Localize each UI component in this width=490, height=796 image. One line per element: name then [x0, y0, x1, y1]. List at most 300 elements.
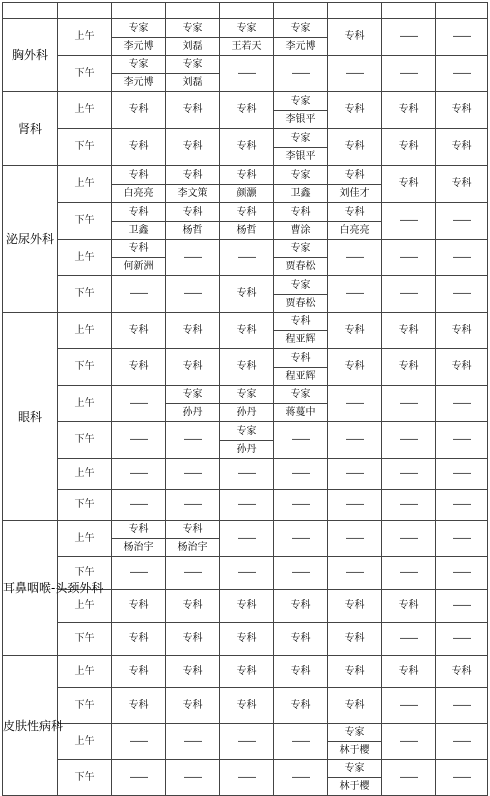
header-cell	[220, 3, 274, 19]
clinic-type: 专科	[182, 361, 203, 372]
table-row	[3, 166, 488, 203]
doctor-name: 孙丹	[236, 443, 257, 455]
clinic-type: 专科	[398, 104, 419, 115]
schedule-cell	[220, 129, 274, 166]
period-label: 上午	[58, 386, 112, 422]
doctor-name: 卫鑫	[290, 187, 311, 199]
clinic-type: 专科	[290, 665, 311, 677]
schedule-cell	[382, 240, 436, 276]
schedule-cell	[436, 521, 488, 557]
schedule-cell	[220, 590, 274, 623]
clinic-type: 专科	[112, 240, 165, 258]
period-label: 下午	[58, 688, 112, 724]
schedule-cell	[166, 557, 220, 590]
schedule-cell	[328, 422, 382, 459]
table-row	[3, 19, 488, 56]
schedule-cell	[220, 521, 274, 557]
table-row	[3, 92, 488, 129]
clinic-type: 专家	[274, 240, 327, 258]
schedule-cell	[382, 490, 436, 521]
schedule-cell	[220, 313, 274, 349]
table-row	[3, 490, 488, 521]
clinic-type: 专科	[112, 204, 165, 222]
clinic-type: 专科	[236, 141, 257, 152]
no-clinic-dash: ——	[452, 567, 471, 578]
clinic-type: 专科	[112, 521, 165, 539]
no-clinic-dash: ——	[399, 468, 418, 479]
clinic-type: 专科	[112, 167, 165, 185]
schedule-cell	[166, 166, 220, 203]
schedule-cell	[166, 92, 220, 129]
schedule-cell	[166, 313, 220, 349]
schedule-cell	[166, 422, 220, 459]
schedule-cell	[274, 129, 328, 166]
schedule-cell	[220, 459, 274, 490]
table-row	[3, 623, 488, 656]
schedule-cell	[382, 92, 436, 129]
clinic-type: 专科	[128, 104, 149, 115]
clinic-type: 专科	[451, 324, 472, 336]
period-label: 上午	[58, 656, 112, 688]
schedule-cell	[328, 313, 382, 349]
no-clinic-dash: ——	[345, 468, 364, 479]
schedule-cell	[220, 166, 274, 203]
no-clinic-dash: ——	[345, 499, 364, 510]
no-clinic-dash: ——	[345, 67, 364, 79]
no-clinic-dash: ——	[237, 567, 256, 578]
period-label: 下午	[58, 490, 112, 521]
schedule-cell	[382, 313, 436, 349]
clinic-type: 专科	[344, 633, 365, 644]
doctor-name: 曹涂	[290, 224, 311, 236]
clinic-type: 专科	[166, 204, 219, 222]
table-row	[3, 276, 488, 313]
schedule-cell	[112, 688, 166, 724]
no-clinic-dash: ——	[452, 31, 471, 42]
clinic-type: 专科	[344, 600, 365, 611]
schedule-cell	[166, 656, 220, 688]
no-clinic-dash: ——	[399, 251, 418, 263]
table-row	[3, 129, 488, 166]
doctor-name: 杨治宇	[123, 542, 154, 553]
schedule-cell	[274, 724, 328, 760]
schedule-cell	[328, 349, 382, 386]
no-clinic-dash: ——	[291, 434, 310, 445]
clinic-type: 专科	[128, 633, 149, 644]
table-row	[3, 240, 488, 276]
doctor-name: 刘磊	[182, 40, 203, 52]
no-clinic-dash: ——	[183, 468, 202, 479]
no-clinic-dash: ——	[452, 699, 471, 711]
schedule-cell	[166, 386, 220, 422]
schedule-cell	[166, 490, 220, 521]
schedule-cell	[112, 313, 166, 349]
clinic-type: 专科	[290, 699, 311, 711]
doctor-name: 贾春松	[285, 297, 316, 309]
schedule-cell	[274, 92, 328, 129]
schedule-cell	[436, 349, 488, 386]
no-clinic-dash: ——	[129, 397, 148, 409]
schedule-cell	[166, 688, 220, 724]
schedule-cell	[274, 166, 328, 203]
no-clinic-dash: ——	[129, 288, 148, 299]
schedule-cell	[220, 92, 274, 129]
period-label: 下午	[58, 349, 112, 386]
schedule-cell	[436, 623, 488, 656]
schedule-cell	[220, 656, 274, 688]
department-name: 眼科	[3, 313, 58, 521]
schedule-cell	[274, 276, 328, 313]
schedule-cell	[328, 656, 382, 688]
no-clinic-dash: ——	[399, 567, 418, 578]
clinic-type: 专科	[128, 361, 149, 372]
period-label: 下午	[58, 422, 112, 459]
clinic-type: 专科	[344, 141, 365, 152]
clinic-type: 专科	[182, 665, 203, 677]
clinic-schedule-table	[2, 2, 488, 796]
clinic-type: 专科	[274, 313, 327, 331]
schedule-cell	[436, 386, 488, 422]
schedule-cell	[436, 760, 488, 796]
clinic-type: 专科	[236, 600, 257, 611]
schedule-cell	[328, 203, 382, 240]
clinic-type: 专科	[182, 600, 203, 611]
schedule-cell	[112, 92, 166, 129]
clinic-type: 专科	[451, 178, 472, 189]
schedule-cell	[274, 313, 328, 349]
no-clinic-dash: ——	[237, 468, 256, 479]
no-clinic-dash: ——	[291, 468, 310, 479]
schedule-cell	[382, 521, 436, 557]
no-clinic-dash: ——	[183, 499, 202, 510]
schedule-cell	[328, 19, 382, 56]
period-label: 下午	[58, 557, 112, 590]
clinic-type: 专科	[344, 361, 365, 372]
schedule-cell	[274, 760, 328, 796]
no-clinic-dash: ——	[399, 397, 418, 409]
clinic-type: 专科	[128, 600, 149, 611]
table-row	[3, 521, 488, 557]
doctor-name: 李文策	[177, 187, 208, 199]
no-clinic-dash: ——	[129, 499, 148, 510]
doctor-name: 何新洲	[123, 261, 154, 272]
clinic-type: 专科	[328, 204, 381, 222]
clinic-type: 专家	[220, 423, 273, 441]
schedule-cell	[274, 19, 328, 56]
doctor-name: 李银平	[285, 150, 316, 162]
schedule-cell	[112, 276, 166, 313]
no-clinic-dash: ——	[399, 434, 418, 445]
schedule-cell	[166, 623, 220, 656]
doctor-name: 刘磊	[182, 77, 203, 88]
schedule-cell	[328, 688, 382, 724]
clinic-type: 专科	[451, 141, 472, 152]
schedule-cell	[274, 490, 328, 521]
schedule-cell	[112, 166, 166, 203]
no-clinic-dash: ——	[399, 771, 418, 783]
clinic-type: 专家	[166, 20, 219, 38]
schedule-cell	[436, 276, 488, 313]
schedule-cell	[328, 92, 382, 129]
table-row	[3, 656, 488, 688]
schedule-cell	[382, 56, 436, 92]
schedule-cell	[112, 521, 166, 557]
clinic-type: 专科	[290, 600, 311, 611]
doctor-name: 程亚辉	[285, 370, 316, 382]
no-clinic-dash: ——	[237, 499, 256, 510]
no-clinic-dash: ——	[399, 215, 418, 226]
schedule-cell	[328, 760, 382, 796]
schedule-cell	[382, 724, 436, 760]
no-clinic-dash: ——	[183, 251, 202, 263]
schedule-cell	[274, 623, 328, 656]
no-clinic-dash: ——	[452, 771, 471, 783]
doctor-name: 孙丹	[236, 407, 257, 418]
header-row	[3, 3, 488, 19]
schedule-cell	[274, 203, 328, 240]
clinic-type: 专家	[220, 386, 273, 404]
no-clinic-dash: ——	[237, 67, 256, 79]
clinic-type: 专科	[236, 104, 257, 115]
schedule-cell	[112, 490, 166, 521]
clinic-type: 专科	[290, 633, 311, 644]
schedule-cell	[436, 313, 488, 349]
schedule-cell	[112, 557, 166, 590]
no-clinic-dash: ——	[452, 288, 471, 299]
department-name: 耳鼻咽喉-头颈外科	[3, 521, 58, 656]
no-clinic-dash: ——	[183, 434, 202, 445]
schedule-cell	[166, 203, 220, 240]
schedule-cell	[328, 56, 382, 92]
schedule-cell	[112, 129, 166, 166]
doctor-name: 孙丹	[182, 407, 203, 418]
clinic-type: 专科	[398, 361, 419, 372]
no-clinic-dash: ——	[291, 499, 310, 510]
doctor-name: 杨哲	[236, 224, 257, 236]
period-label: 上午	[58, 240, 112, 276]
clinic-type: 专家	[274, 130, 327, 148]
no-clinic-dash: ——	[452, 215, 471, 226]
schedule-cell	[220, 760, 274, 796]
clinic-type: 专科	[182, 633, 203, 644]
schedule-cell	[274, 349, 328, 386]
schedule-cell	[382, 276, 436, 313]
schedule-cell	[382, 349, 436, 386]
schedule-cell	[436, 240, 488, 276]
period-label: 上午	[58, 166, 112, 203]
schedule-cell	[274, 386, 328, 422]
schedule-cell	[220, 56, 274, 92]
clinic-type: 专科	[344, 324, 365, 336]
header-cell	[58, 3, 112, 19]
schedule-cell	[220, 276, 274, 313]
doctor-name: 李元博	[123, 40, 154, 52]
schedule-cell	[382, 688, 436, 724]
period-label: 下午	[58, 276, 112, 313]
clinic-type: 专科	[236, 633, 257, 644]
schedule-cell	[382, 422, 436, 459]
header-cell	[166, 3, 220, 19]
schedule-cell	[274, 521, 328, 557]
no-clinic-dash: ——	[291, 67, 310, 79]
schedule-cell	[436, 590, 488, 623]
schedule-cell	[382, 166, 436, 203]
no-clinic-dash: ——	[452, 397, 471, 409]
doctor-name: 白亮亮	[339, 224, 370, 236]
schedule-cell	[112, 623, 166, 656]
table-row	[3, 724, 488, 760]
clinic-type: 专科	[182, 104, 203, 115]
schedule-cell	[382, 557, 436, 590]
table-row	[3, 688, 488, 724]
no-clinic-dash: ——	[237, 532, 256, 544]
period-label: 上午	[58, 521, 112, 557]
no-clinic-dash: ——	[345, 434, 364, 445]
schedule-cell	[436, 129, 488, 166]
schedule-cell	[382, 760, 436, 796]
clinic-type: 专科	[451, 361, 472, 372]
no-clinic-dash: ——	[129, 567, 148, 578]
schedule-cell	[274, 656, 328, 688]
doctor-name: 林于樱	[339, 745, 370, 756]
department-name: 泌尿外科	[3, 166, 58, 313]
clinic-type: 专科	[344, 31, 365, 42]
clinic-type: 专家	[274, 20, 327, 38]
schedule-cell	[382, 590, 436, 623]
schedule-cell	[436, 656, 488, 688]
schedule-cell	[112, 19, 166, 56]
doctor-name: 林于樱	[339, 781, 370, 792]
schedule-cell	[436, 490, 488, 521]
no-clinic-dash: ——	[452, 600, 471, 611]
schedule-cell	[382, 623, 436, 656]
schedule-cell	[220, 203, 274, 240]
no-clinic-dash: ——	[129, 771, 148, 783]
schedule-cell	[382, 386, 436, 422]
table-row	[3, 459, 488, 490]
no-clinic-dash: ——	[399, 288, 418, 299]
no-clinic-dash: ——	[183, 288, 202, 299]
schedule-cell	[166, 760, 220, 796]
doctor-name: 颜灏	[236, 187, 257, 199]
clinic-type: 专科	[274, 350, 327, 368]
schedule-cell	[166, 349, 220, 386]
schedule-cell	[220, 386, 274, 422]
clinic-type: 专科	[328, 167, 381, 185]
doctor-name: 程亚辉	[285, 334, 316, 345]
no-clinic-dash: ——	[452, 532, 471, 544]
schedule-cell	[166, 459, 220, 490]
schedule-cell	[328, 724, 382, 760]
clinic-type: 专科	[236, 324, 257, 336]
no-clinic-dash: ——	[345, 567, 364, 578]
schedule-cell	[436, 422, 488, 459]
no-clinic-dash: ——	[452, 468, 471, 479]
schedule-cell	[436, 92, 488, 129]
clinic-type: 专家	[166, 56, 219, 74]
schedule-cell	[328, 557, 382, 590]
schedule-cell	[166, 521, 220, 557]
clinic-type: 专家	[328, 760, 381, 778]
clinic-type: 专科	[128, 699, 149, 711]
doctor-name: 贾春松	[285, 261, 316, 272]
no-clinic-dash: ——	[291, 771, 310, 783]
clinic-type: 专科	[236, 361, 257, 372]
schedule-cell	[436, 19, 488, 56]
department-name: 肾科	[3, 92, 58, 166]
clinic-type: 专科	[182, 141, 203, 152]
doctor-name: 刘佳才	[339, 187, 370, 199]
schedule-cell	[220, 19, 274, 56]
no-clinic-dash: ——	[452, 633, 471, 644]
clinic-type: 专科	[398, 178, 419, 189]
schedule-cell	[328, 386, 382, 422]
no-clinic-dash: ——	[399, 31, 418, 42]
clinic-type: 专科	[166, 167, 219, 185]
schedule-cell	[166, 240, 220, 276]
table-row	[3, 313, 488, 349]
clinic-type: 专家	[274, 93, 327, 111]
schedule-cell	[436, 56, 488, 92]
no-clinic-dash: ——	[345, 288, 364, 299]
no-clinic-dash: ——	[237, 771, 256, 783]
table-row	[3, 760, 488, 796]
no-clinic-dash: ——	[399, 633, 418, 644]
clinic-type: 专科	[220, 204, 273, 222]
schedule-cell	[436, 203, 488, 240]
schedule-cell	[328, 240, 382, 276]
schedule-cell	[166, 590, 220, 623]
schedule-cell	[274, 557, 328, 590]
schedule-cell	[220, 724, 274, 760]
clinic-type: 专科	[344, 104, 365, 115]
no-clinic-dash: ——	[183, 735, 202, 747]
no-clinic-dash: ——	[237, 251, 256, 263]
schedule-cell	[274, 590, 328, 623]
schedule-cell	[166, 276, 220, 313]
clinic-type: 专科	[128, 324, 149, 336]
no-clinic-dash: ——	[129, 468, 148, 479]
no-clinic-dash: ——	[291, 735, 310, 747]
schedule-cell	[274, 240, 328, 276]
no-clinic-dash: ——	[183, 771, 202, 783]
schedule-cell	[112, 656, 166, 688]
schedule-cell	[328, 459, 382, 490]
clinic-type: 专家	[274, 167, 327, 185]
no-clinic-dash: ——	[237, 735, 256, 747]
schedule-cell	[166, 56, 220, 92]
period-label: 上午	[58, 459, 112, 490]
schedule-cell	[166, 129, 220, 166]
period-label: 上午	[58, 590, 112, 623]
no-clinic-dash: ——	[129, 735, 148, 747]
no-clinic-dash: ——	[452, 499, 471, 510]
schedule-cell	[112, 590, 166, 623]
clinic-type: 专家	[328, 724, 381, 742]
schedule-cell	[328, 490, 382, 521]
department-name: 皮肤性病科	[3, 656, 58, 796]
period-label: 下午	[58, 760, 112, 796]
no-clinic-dash: ——	[452, 434, 471, 445]
clinic-type: 专科	[398, 665, 419, 677]
doctor-name: 蒋蔓中	[285, 407, 316, 418]
schedule-cell	[274, 56, 328, 92]
schedule-cell	[382, 459, 436, 490]
schedule-cell	[220, 490, 274, 521]
clinic-type: 专科	[451, 104, 472, 115]
clinic-type: 专家	[112, 20, 165, 38]
clinic-type: 专家	[220, 20, 273, 38]
